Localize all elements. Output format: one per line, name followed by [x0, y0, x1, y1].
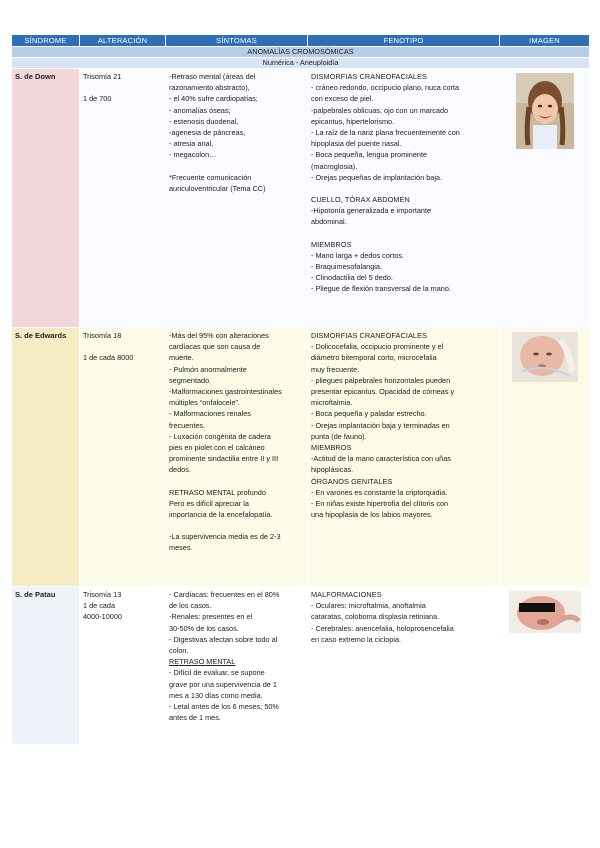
text-line: abdominal. [311, 217, 347, 227]
phenotype-heading: ÓRGANOS GENITALES [311, 476, 393, 486]
syndrome-name: S. de Edwards [12, 328, 80, 587]
text-line: 1 de cada [83, 601, 116, 611]
text-line: - Boca pequeña, lengua prominente [311, 150, 428, 160]
text-line: - Digestivas afectan sobre todo al [169, 634, 278, 644]
text-line: RETRASO MENTAL profundo [169, 487, 266, 497]
text-line: - Luxación congénita de cadera [169, 431, 271, 441]
text-line: *Frecuente comunicación [169, 172, 252, 182]
section-title: ANOMALÍAS CROMOSÓMICAS [12, 47, 590, 58]
syndrome-table [11, 34, 590, 745]
text-line: en caso extremo la ciclopia. [311, 634, 402, 644]
text-line: Trisomía 18 [83, 331, 122, 340]
text-line: Trisomía 21 [83, 72, 122, 81]
text-line: hipoplásicas. [311, 465, 354, 475]
header-alteracion: ALTERACIÓN [80, 35, 166, 47]
text-line: dedos. [169, 465, 191, 475]
text-line: - Orejas implantación baja y terminadas en [311, 420, 450, 430]
alteration-cell [80, 69, 166, 328]
header-row [12, 35, 590, 47]
header-fenotipo: FENOTIPO [308, 35, 500, 47]
text-line: RETRASO MENTAL [169, 657, 236, 667]
phenotype-cell [308, 587, 500, 745]
text-line: colon. [169, 646, 189, 656]
line-gap [169, 161, 304, 172]
image-cell [500, 69, 590, 328]
header-sintomas: SÍNTOMAS [166, 35, 308, 47]
header-imagen: IMAGEN [500, 35, 590, 47]
text-line: - En varones es constante la criptorquidia. [311, 487, 448, 497]
text-line: - anomalías óseas; [169, 105, 231, 115]
text-line: -Renales: presentes en el [169, 612, 253, 622]
text-line: - cráneo redondo, occipucio plano, nuca corta [311, 83, 460, 93]
text-line: frecuentes. [169, 420, 206, 430]
alteration-cell [80, 328, 166, 587]
text-line: - Braquimesofalangia. [311, 262, 382, 272]
text-line: -Actitud de la mano característica con uñas [311, 454, 451, 464]
phenotype-heading: DISMORFIAS CRANEOFACIALES [311, 72, 428, 81]
syndrome-table-document [11, 34, 589, 745]
image-cell [500, 328, 590, 587]
text-line: grave por una supervivencia de 1 [169, 679, 277, 689]
text-line: (macroglosia). [311, 161, 358, 171]
symptoms-cell [166, 69, 308, 328]
symptoms-cell [166, 328, 308, 587]
text-line: razonamiento abstracto), [169, 83, 250, 93]
text-line: - estenosis duodenal, [169, 116, 239, 126]
text-line: microftalmia. [311, 398, 353, 408]
text-line: - Difícil de evaluar, se supone [169, 668, 265, 678]
text-line: meses. [169, 543, 193, 553]
section-subtitle-row [12, 58, 590, 69]
line-gap [169, 520, 304, 531]
text-line: muy frecuente. [311, 364, 360, 374]
text-line: - Malformaciones renales [169, 409, 251, 419]
text-line: -Hipotonía generalizada e importante [311, 206, 432, 216]
text-line: -agenesia de páncreas, [169, 128, 246, 138]
text-line: - Clinodactilia del 5 dedo. [311, 273, 393, 283]
line-gap [83, 341, 162, 352]
section-subtitle: Numérica - Aneuploidía [12, 58, 590, 69]
line-gap [311, 183, 496, 194]
text-line: múltiples “onfalocele”. [169, 398, 240, 408]
line-gap [311, 228, 496, 239]
line-gap [83, 82, 162, 93]
text-line: - atresia anal, [169, 139, 214, 149]
symptoms-cell [166, 587, 308, 745]
text-line: - Pliegue de flexión transversal de la mano. [311, 284, 451, 294]
text-line: - Orejas pequeñas de implantación baja. [311, 172, 443, 182]
text-line: -La supervivencia media es de 2-3 [169, 532, 281, 542]
text-line: mes a 130 días como media. [169, 690, 263, 700]
image-cell [500, 587, 590, 745]
text-line: epicantus, hipertelorismo. [311, 116, 395, 126]
phenotype-heading: CUELLO, TÓRAX ABDOMEN [311, 195, 410, 205]
text-line: Pero es difícil apreciar la [169, 498, 249, 508]
text-line: cataratas, coloboma displasia retiniana. [311, 612, 440, 622]
syndrome-name: S. de Down [12, 69, 80, 328]
text-line: -Más del 95% con alteraciones [169, 331, 269, 340]
text-line: segmentado. [169, 375, 212, 385]
text-line: con exceso de piel. [311, 94, 374, 104]
table-row [12, 69, 590, 328]
text-line: - Cardíacas: frecuentes en el 80% [169, 590, 280, 599]
text-line: diámetro bitemporal corto, microcefalia [311, 353, 437, 363]
text-line: punta (de fauno). [311, 431, 367, 441]
text-line: hipoplasia del puente nasal. [311, 139, 402, 149]
text-line: pies en piolet con el calcáneo [169, 443, 265, 453]
text-line: 1 de cada 8000 [83, 353, 134, 363]
text-line: - Oculares: microftalmia, anoftalmia [311, 601, 426, 611]
syndrome-name: S. de Patau [12, 587, 80, 745]
text-line: importancia de la encefalopatía. [169, 510, 273, 520]
line-gap [169, 476, 304, 487]
text-line: 30-50% de los casos. [169, 623, 239, 633]
header-sindrome: SÍNDROME [12, 35, 80, 47]
infant-with-patau-syndrome-photo [509, 591, 581, 633]
text-line: prominente sindactilia entre II y III [169, 454, 279, 464]
text-line: - Pulmón anormalmente [169, 364, 247, 374]
text-line: Trisomía 13 [83, 590, 122, 599]
text-line: - En niñas existe hipertrofia del clítoris con [311, 499, 449, 509]
text-line: - megacolon… [169, 150, 217, 160]
phenotype-cell [308, 69, 500, 328]
text-line: -Malformaciones gastrointestinales [169, 387, 282, 397]
text-line: -palpebrales oblicuas, ojo con un marcado [311, 105, 449, 115]
text-line: - Letal antes de los 6 meses; 50% [169, 702, 279, 712]
text-line: -Retraso mental (áreas del [169, 72, 256, 81]
text-line: una hipoplasia de los labios mayores. [311, 510, 433, 520]
text-line: - La raíz de la nariz plana frecuentemente con [311, 128, 460, 138]
text-line: presentar epicantus. Opacidad de córneas y [311, 387, 455, 397]
text-line: cardíacas que son causa de [169, 342, 261, 352]
section-title-row [12, 47, 590, 58]
phenotype-heading: DISMORFIAS CRANEOFACIALES [311, 331, 428, 340]
child-with-down-syndrome-photo [516, 73, 574, 149]
text-line: - Cerebrales: anencefalia, holoprosencefalia [311, 623, 454, 633]
newborn-with-edwards-syndrome-photo [512, 332, 578, 382]
text-line: - el 40% sufre cardiopatías; [169, 94, 258, 104]
text-line: de los casos. [169, 601, 212, 611]
text-line: muerte. [169, 353, 194, 363]
phenotype-cell [308, 328, 500, 587]
text-line: - Dolicocefalia, occipucio prominente y el [311, 342, 444, 352]
phenotype-heading: MALFORMACIONES [311, 590, 382, 599]
phenotype-heading: MIEMBROS [311, 239, 352, 249]
alteration-cell [80, 587, 166, 745]
text-line: - pliegues palpebrales horizontales pueden [311, 375, 451, 385]
phenotype-heading: MIEMBROS [311, 443, 352, 453]
text-line: auriculoventricular (Tema CC) [169, 183, 266, 193]
text-line: 1 de 700 [83, 94, 112, 104]
table-row [12, 587, 590, 745]
table-row [12, 328, 590, 587]
text-line: antes de 1 mes. [169, 713, 221, 723]
text-line: 4000-10000 [83, 612, 122, 622]
text-line: - Boca pequeña y paladar estrecho. [311, 409, 427, 419]
text-line: - Mano larga + dedos cortos. [311, 250, 405, 260]
